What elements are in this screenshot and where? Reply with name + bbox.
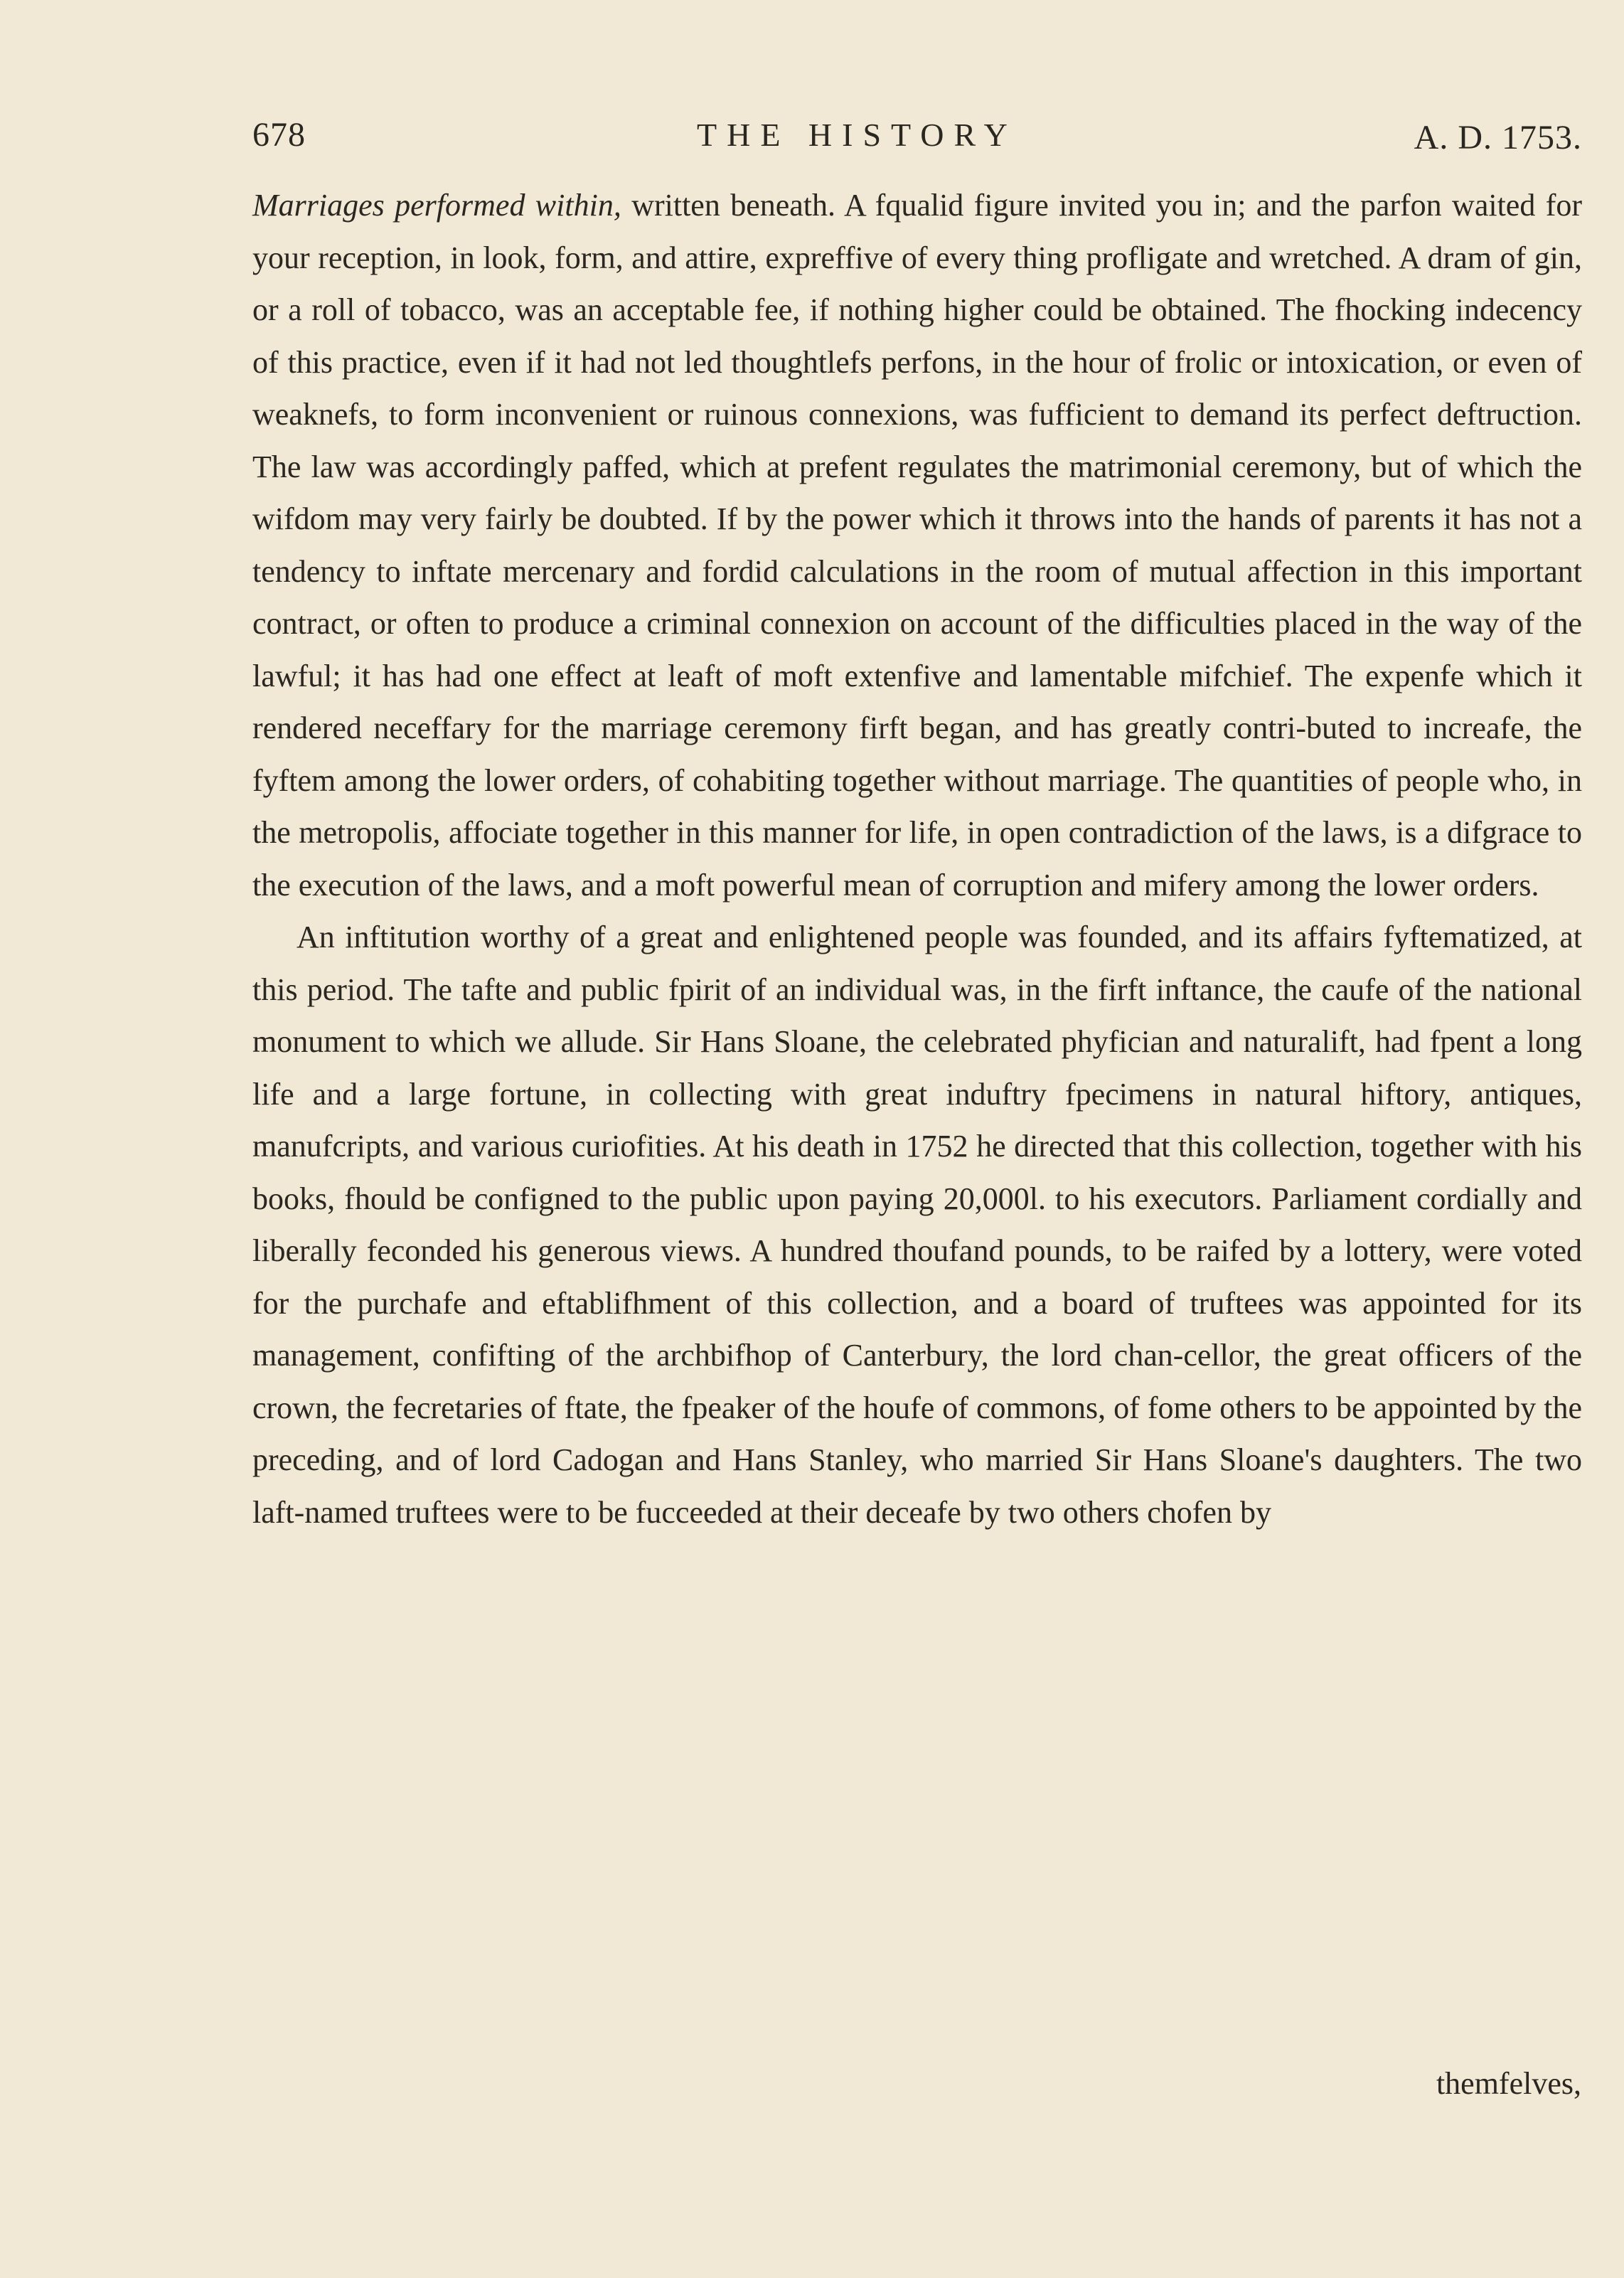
page-number: 678 [252, 116, 306, 154]
paragraph-1-text: written beneath. A fqualid figure invited you in; and the parfon waited for your reception, in look, form, and attire, expreffive of every thing profligate and wretched. A dram of gin, or a roll of tobacco, was an acceptable fee, if nothing higher could be obtained. The fhocking indecency of this practice, even if it had not led thoughtlefs perfons, in the hour of frolic or intoxication, or even of weaknefs, to form inconvenient or ruinous connexions, was fufficient to demand its perfect deftruction. The law was accordingly paffed, which at prefent regulates the matrimonial ceremony, but of which the wifdom may very fairly be doubted. If by the power which it throws into the hands of parents it has not a tendency to inftate mercenary and fordid calculations in the room of mutual affection in this important contract, or often to produce a criminal connexion on account of the difficulties placed in the way of the lawful; it has had one effect at leaft of moft extenfive and lamentable mifchief. The expenfe which it rendered neceffary for the marriage ceremony firft began, and has greatly contri-buted to increafe, the fyftem among the lower orders, of cohabiting together without marriage. The quantities of people who, in the metropolis, affociate together in this manner for life, in open contradiction of the laws, is a difgrace to the execution of the laws, and a moft powerful mean of corruption and mifery among the lower orders. [252, 188, 1582, 903]
running-title: THE HISTORY [697, 117, 1017, 153]
paragraph-1-italic: Marriages performed within, [252, 188, 621, 223]
body-text [252, 179, 1582, 1538]
year-label: A. D. 1753. [1414, 119, 1582, 156]
catchword: themfelves, [1436, 2066, 1581, 2101]
page-header [252, 107, 1582, 164]
paragraph-1 [252, 179, 1582, 911]
paragraph-2: An inftitution worthy of a great and enlightened people was founded, and its affairs fyftematized, at this period. The tafte and public fpirit of an individual was, in the firft inftance, the caufe of the national monument to which we allude. Sir Hans Sloane, the celebrated phyfician and naturalift, had fpent a long life and a large fortune, in collecting with great induftry fpecimens in natural hiftory, antiques, manufcripts, and various curiofities. At his death in 1752 he directed that this collection, together with his books, fhould be configned to the public upon paying 20,000l. to his executors. Parliament cordially and liberally feconded his generous views. A hundred thoufand pounds, to be raifed by a lottery, were voted for the purchafe and eftablifhment of this collection, and a board of truftees was appointed for its management, confifting of the archbifhop of Canterbury, the lord chan-cellor, the great officers of the crown, the fecretaries of ftate, the fpeaker of the houfe of commons, of fome others to be appointed by the preceding, and of lord Cadogan and Hans Stanley, who married Sir Hans Sloane's daughters. The two laft-named truftees were to be fucceeded at their deceafe by two others chofen by [252, 920, 1582, 1530]
